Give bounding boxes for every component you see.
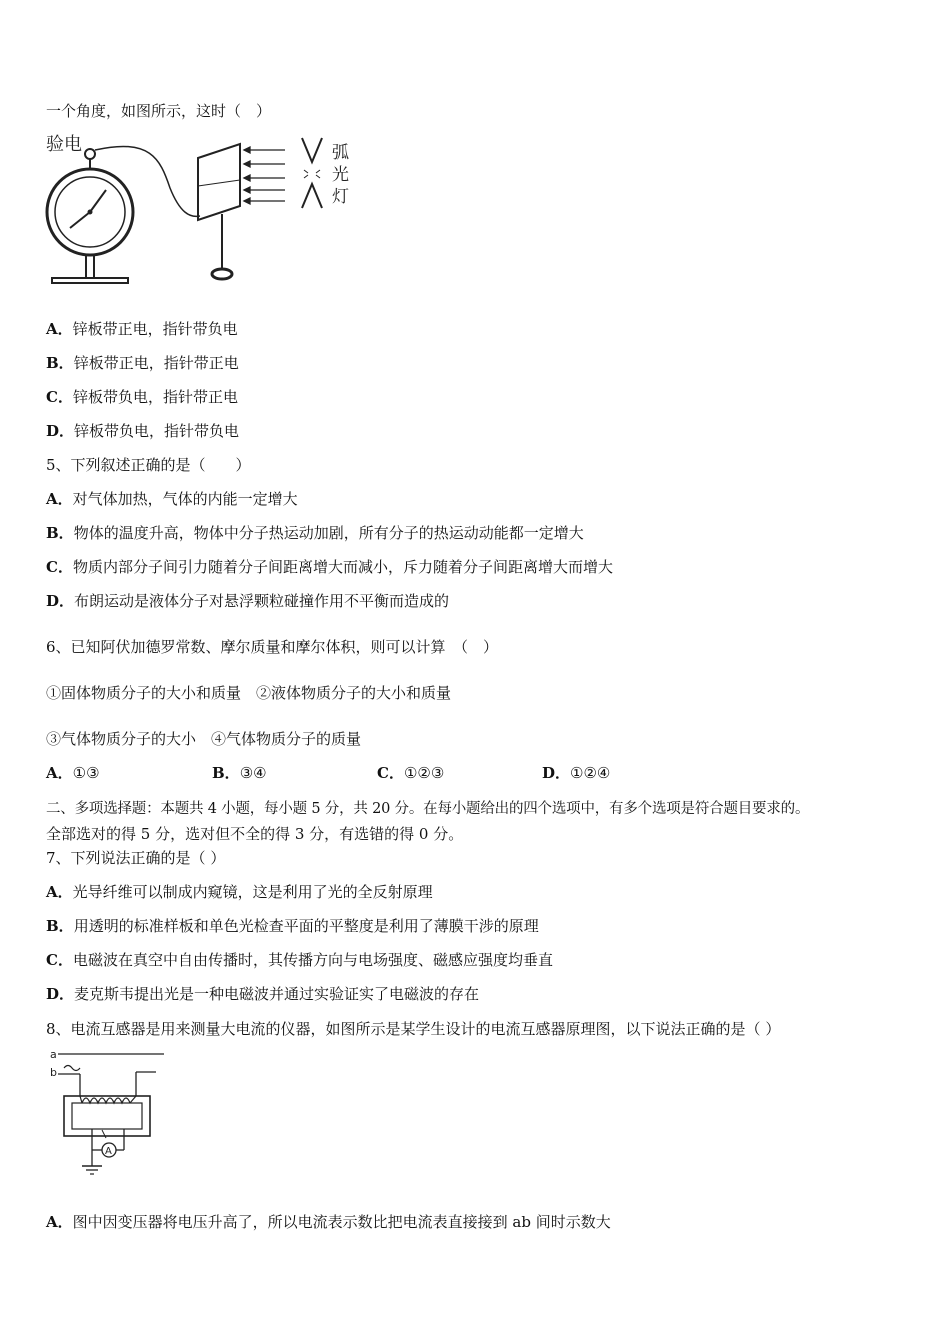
- current-transformer-figure: [44, 1046, 174, 1186]
- transformer-coil: [80, 1096, 136, 1103]
- q8-stem: 8、电流互感器是用来测量大电流的仪器，如图所示是某学生设计的电流互感器原理图，以下说法正确的是（ ）: [46, 1020, 781, 1038]
- q8-option-a: A．图中因变压器将电压升高了，所以电流表示数比把电流表直接接到 ab 间时示数大: [46, 1213, 611, 1231]
- q5-option-c: C．物质内部分子间引力随着分子间距离增大而减小，斥力随着分子间距离增大而增大: [46, 558, 613, 576]
- q6-option-d: D．①②④: [542, 764, 611, 782]
- q5-option-d: D．布朗运动是液体分子对悬浮颗粒碰撞作用不平衡而造成的: [46, 592, 450, 610]
- terminal-b-label: b: [50, 1066, 57, 1079]
- light-arrows: [244, 147, 285, 204]
- q6-option-c: C．①②③: [377, 764, 445, 782]
- zinc-plate: [198, 144, 240, 220]
- q7-stem: 7、下列说法正确的是（ ）: [46, 849, 226, 867]
- arc-lamp-lower-electrode: [302, 184, 322, 208]
- q5-option-a: A．对气体加热，气体的内能一定增大: [46, 490, 298, 508]
- arc-lamp-label-1: 弧: [332, 143, 349, 163]
- terminal-a-label: a: [50, 1048, 57, 1061]
- electroscope-label: 验电: [46, 134, 82, 155]
- q7-option-a: A．光导纤维可以制成内窥镜，这是利用了光的全反射原理: [46, 883, 433, 901]
- q4-stem-tail: 一个角度，如图所示，这时（ ）: [46, 102, 272, 120]
- arc-spark: [304, 170, 320, 178]
- ac-source-icon: [64, 1066, 80, 1071]
- electroscope-figure: [40, 128, 370, 288]
- electroscope-base: [52, 278, 128, 283]
- q4-option-a: A．锌板带正电，指针带负电: [46, 320, 238, 338]
- q7-option-b: B．用透明的标准样板和单色光检查平面的平整度是利用了薄膜干涉的原理: [46, 917, 539, 935]
- q4-option-d: D．锌板带负电，指针带负电: [46, 422, 240, 440]
- electroscope-needle: [90, 190, 106, 212]
- q6-items-line1: ①固体物质分子的大小和质量 ②液体物质分子的大小和质量: [46, 684, 452, 702]
- section2-instructions-line1: 二、多项选择题：本题共 4 小题，每小题 5 分，共 20 分。在每小题给出的四个选项中，有多个选项是符合题目要求的。: [46, 801, 810, 817]
- q4-option-c: C．锌板带负电，指针带正电: [46, 388, 238, 406]
- q5-stem: 5、下列叙述正确的是（ ）: [46, 456, 251, 474]
- q4-option-b: B．锌板带正电，指针带正电: [46, 354, 239, 372]
- q6-option-b: B．③④: [212, 764, 267, 782]
- arc-lamp-label-3: 灯: [332, 187, 349, 207]
- ammeter-label: A: [105, 1146, 112, 1157]
- arc-lamp-upper-electrode: [302, 138, 322, 162]
- q6-items-line2: ③气体物质分子的大小 ④气体物质分子的质量: [46, 730, 362, 748]
- q6-stem: 6、已知阿伏加德罗常数、摩尔质量和摩尔体积，则可以计算 （ ）: [46, 638, 499, 656]
- q6-options: [46, 763, 746, 783]
- transformer-core-inner: [72, 1103, 142, 1129]
- q6-option-a: A．①③: [46, 764, 100, 782]
- q7-option-d: D．麦克斯韦提出光是一种电磁波并通过实验证实了电磁波的存在: [46, 985, 480, 1003]
- connecting-wire: [95, 146, 200, 216]
- q5-option-b: B．物体的温度升高，物体中分子热运动加剧，所有分子的热运动动能都一定增大: [46, 524, 584, 542]
- electroscope-knob: [85, 149, 95, 159]
- q7-option-c: C．电磁波在真空中自由传播时，其传播方向与电场强度、磁感应强度均垂直: [46, 951, 553, 969]
- arc-lamp-label-2: 光: [332, 165, 349, 185]
- section2-instructions-line2: 全部选对的得 5 分，选对但不全的得 3 分，有选错的得 0 分。: [46, 825, 464, 843]
